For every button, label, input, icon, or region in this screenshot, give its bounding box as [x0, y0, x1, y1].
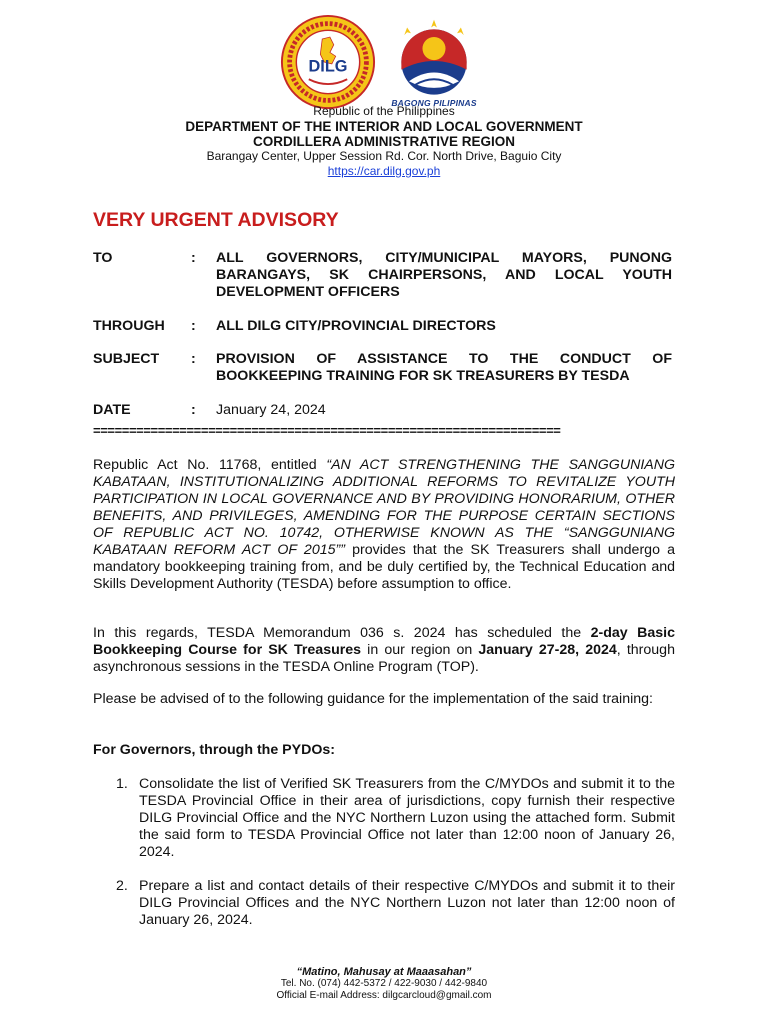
to-value: ALL GOVERNORS, CITY/MUNICIPAL MAYORS, PUNONG BARANGAYS, SK CHAIRPERSONS, AND LOCAL YOUTH DEVELOPMENT OFFICERS — [216, 250, 672, 300]
p1-conclusion: provides that the SK Treasurers shall undergo a mandatory bookkeeping training from, and be duly certified by, the Technical Education and Skills Development Authority (TESDA) before assumption to office. — [93, 542, 675, 592]
region-name: CORDILLERA ADMINISTRATIVE REGION — [253, 134, 515, 149]
paragraph-guidance: Please be advised of to the following guidance for the implementation of the said training: — [93, 691, 653, 707]
governors-heading: For Governors, through the PYDOs: — [93, 742, 335, 758]
through-label: THROUGH — [93, 318, 165, 334]
to-label: TO — [93, 250, 113, 266]
footer-telephone: Tel. No. (074) 442-5372 / 422-9030 / 442-9840 — [280, 978, 488, 989]
subject-colon: : — [191, 351, 196, 367]
office-address: Barangay Center, Upper Session Rd. Cor. North Drive, Baguio City — [206, 149, 562, 163]
through-colon: : — [191, 318, 196, 334]
logo-bar — [0, 12, 768, 108]
paragraph-ra-11768 — [93, 457, 675, 593]
list-item-number: 2. — [116, 878, 128, 894]
department-name: DEPARTMENT OF THE INTERIOR AND LOCAL GOVERNMENT — [185, 119, 583, 134]
p2-dates: January 27-28, 2024 — [478, 642, 617, 658]
paragraph-tesda-memo — [93, 625, 675, 676]
republic-line: Republic of the Philippines — [313, 104, 455, 118]
list-item-text: Consolidate the list of Verified SK Treasurers from the C/MYDOs and submit it to the TESDA Provincial Office in their area of jurisdictions, copy furnish their respective DILG Provincial Office and the NYC Northern Luzon using the attached form. Submit the said form to TESDA Provincial Office not later than 12:00 noon of January 26, 2024. — [139, 776, 675, 860]
p2-mid: in our region on — [361, 642, 479, 658]
dilg-seal-logo — [280, 14, 376, 110]
through-value: ALL DILG CITY/PROVINCIAL DIRECTORS — [216, 318, 496, 334]
advisory-title: VERY URGENT ADVISORY — [93, 209, 339, 231]
subject-label: SUBJECT — [93, 351, 160, 367]
bagong-pilipinas-text: BAGONG PILIPINAS — [391, 98, 477, 108]
date-value: January 24, 2024 — [216, 402, 326, 418]
subject-value: PROVISION OF ASSISTANCE TO THE CONDUCT OF BOOKKEEPING TRAINING FOR SK TREASURERS BY TESDA — [216, 351, 672, 384]
list-item-number: 1. — [116, 776, 128, 792]
p1-intro: Republic Act No. 11768, entitled — [93, 457, 327, 473]
footer-motto: “Matino, Mahusay at Maaasahan” — [296, 966, 472, 978]
list-item-text: Prepare a list and contact details of their respective C/MYDOs and submit it to their DILG Provincial Offices and the NYC Northern Luzon not later than 12:00 noon of January 26, 2024. — [139, 878, 675, 928]
seal-text: DILG — [308, 57, 348, 76]
p2-conclusion: , through asynchronous sessions in the TESDA Online Program (TOP). — [93, 642, 675, 675]
p2-intro: In this regards, TESDA Memorandum 036 s. 2024 has scheduled the — [93, 625, 591, 641]
to-colon: : — [191, 250, 196, 266]
page-footer — [0, 966, 768, 1002]
p2-course-name: 2-day Basic Bookkeeping Course for SK Treasures — [93, 625, 675, 658]
date-colon: : — [191, 402, 196, 418]
date-label: DATE — [93, 402, 131, 418]
website-link[interactable]: https://car.dilg.gov.ph — [327, 164, 441, 178]
separator-line: ================================================================= — [93, 423, 561, 438]
footer-email: Official E-mail Address: dilgcarcloud@gmail.com — [276, 990, 492, 1001]
bagong-pilipinas-logo — [386, 12, 482, 112]
p1-act-title: “AN ACT STRENGTHENING THE SANGGUNIANG KABATAAN, INSTITUTIONALIZING ADDITIONAL REFORMS TO REVITALIZE YOUTH PARTICIPATION IN LOCAL GOVERNANCE AND BY PROVIDING HONORARIUM, OTHER BENEFITS, AND PRIVILEGES, AMENDING FOR THE PURPOSE CERTAIN SECTIONS OF REPUBLIC ACT NO. 10742, OTHERWISE KNOWN AS THE “SANGGUNIANG KABATAAN REFORM ACT OF 2015”” — [93, 457, 676, 558]
letterhead — [0, 104, 768, 179]
